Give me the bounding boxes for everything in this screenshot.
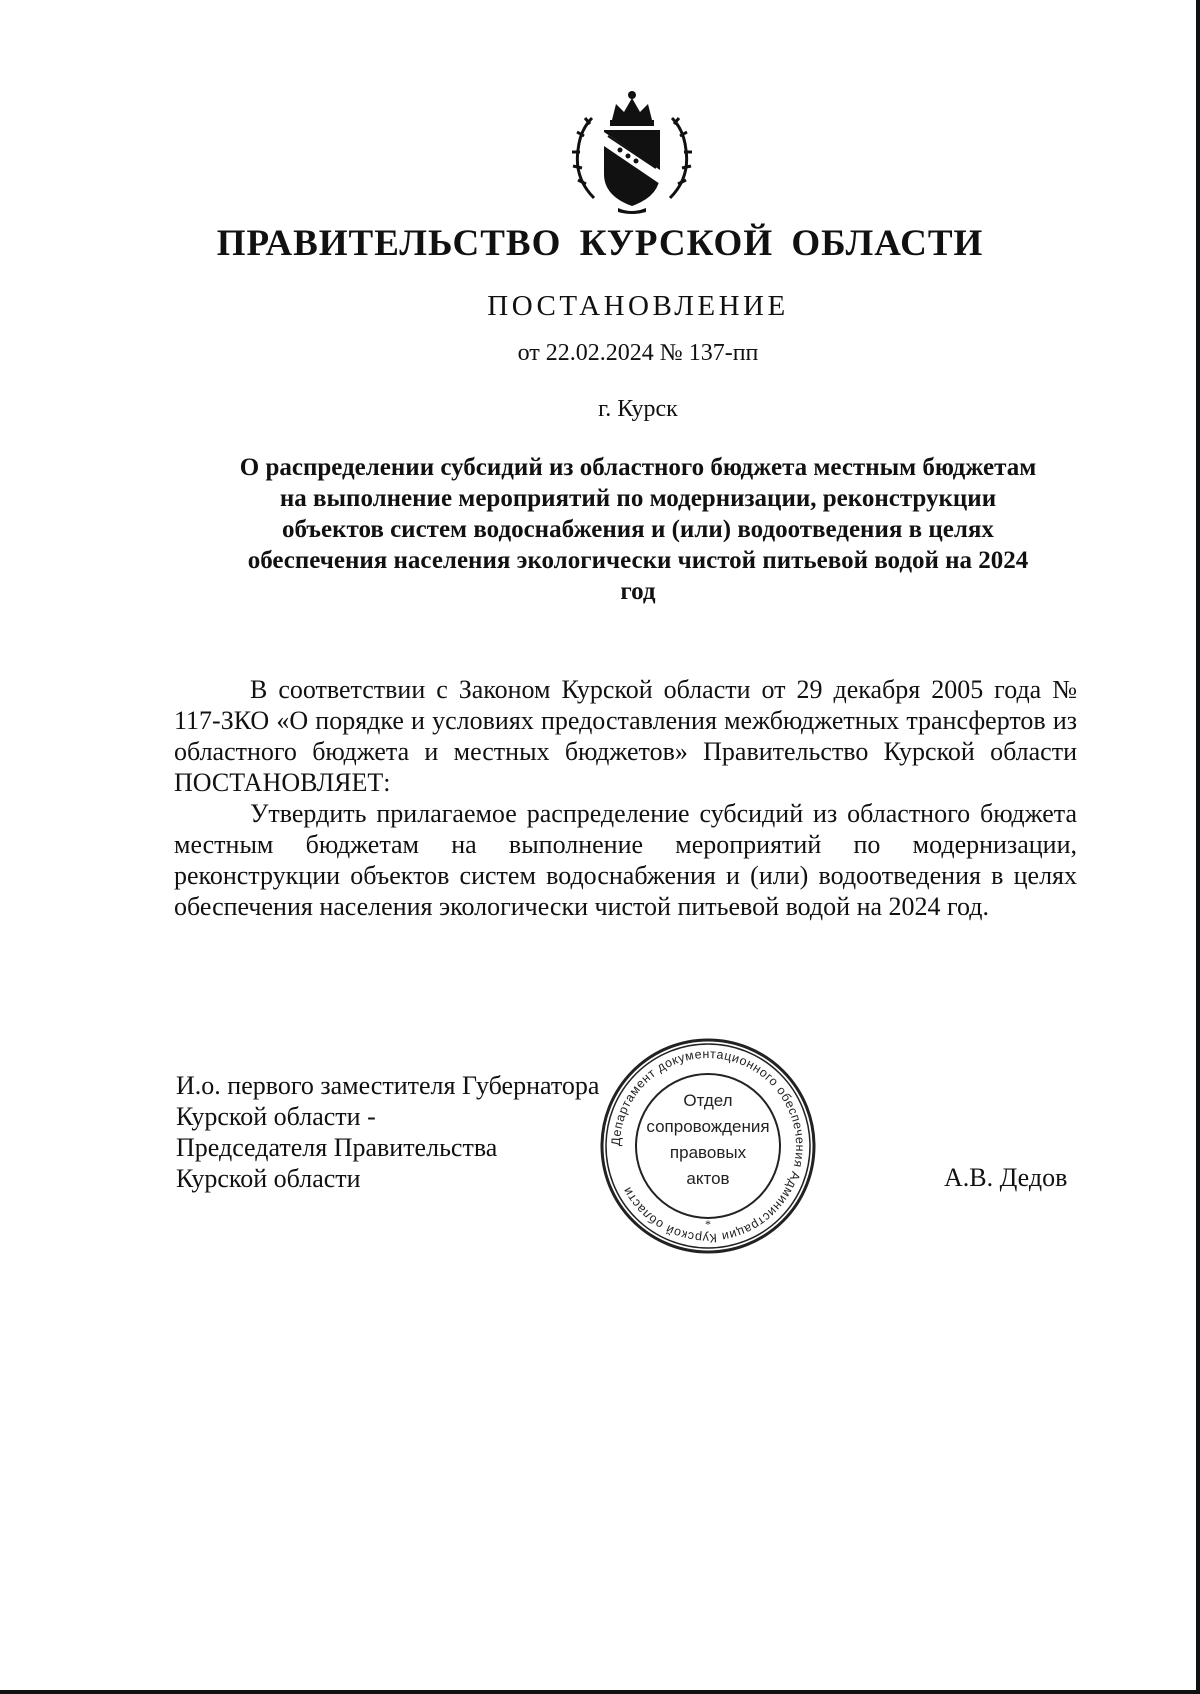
document-city: г. Курск: [598, 396, 678, 422]
document-type: ПОСТАНОВЛЕНИЕ: [487, 290, 789, 322]
stamp-line: Отдел: [683, 1091, 733, 1110]
signature-position-line: И.о. первого заместителя Губернатора: [176, 1071, 600, 1100]
stamp-line: сопровождения: [646, 1117, 770, 1136]
page-edge-bottom: [0, 1690, 1200, 1694]
stamp-line: правовых: [669, 1143, 747, 1162]
body-paragraph: В соответствии с Законом Курской области от 29 декабря 2005 года № 117-ЗКО «О порядке и условиях предоставления межбюджетных трансфертов из областного бюджета и местных бюджетов» Правительство Курской области ПОСТАНОВЛЯЕТ:: [174, 675, 1077, 797]
body-paragraph: Утвердить прилагаемое распределение субсидий из областного бюджета местным бюджетам на выполнение мероприятий по модернизации, реконструкции объектов систем водоснабжения и (или) водоотведения в целях обеспечения населения экологически чистой питьевой водой на 2024 год.: [174, 799, 1077, 921]
stamp-ring-text: Департамент документационного обеспечения Администрации Курской области: [608, 1046, 808, 1246]
signature-position-line: Курской области -: [176, 1102, 376, 1131]
document-subject: О распределении субсидий из областного бюджета местным бюджетам на выполнение мероприятий по модернизации, реконструкции объектов систем водоснабжения и (или) водоотведения в целях обеспечения населения экологически чистой питьевой водой на 2024 год: [239, 454, 1037, 605]
stamp-line: актов: [686, 1169, 730, 1188]
document-body: [174, 674, 1077, 922]
stamp-center-text: [594, 1088, 822, 1192]
signatory-name: А.В. Дедов: [944, 1163, 1068, 1192]
svg-text:*: *: [705, 1217, 711, 1231]
signature-position-line: Курской области: [176, 1164, 361, 1193]
kursk-coat-of-arms-icon: [568, 86, 696, 216]
government-title: ПРАВИТЕЛЬСТВО КУРСКОЙ ОБЛАСТИ: [216, 223, 984, 264]
document-number: от 22.02.2024 № 137-пп: [517, 340, 759, 366]
signature-position-line: Председателя Правительства: [176, 1133, 498, 1162]
